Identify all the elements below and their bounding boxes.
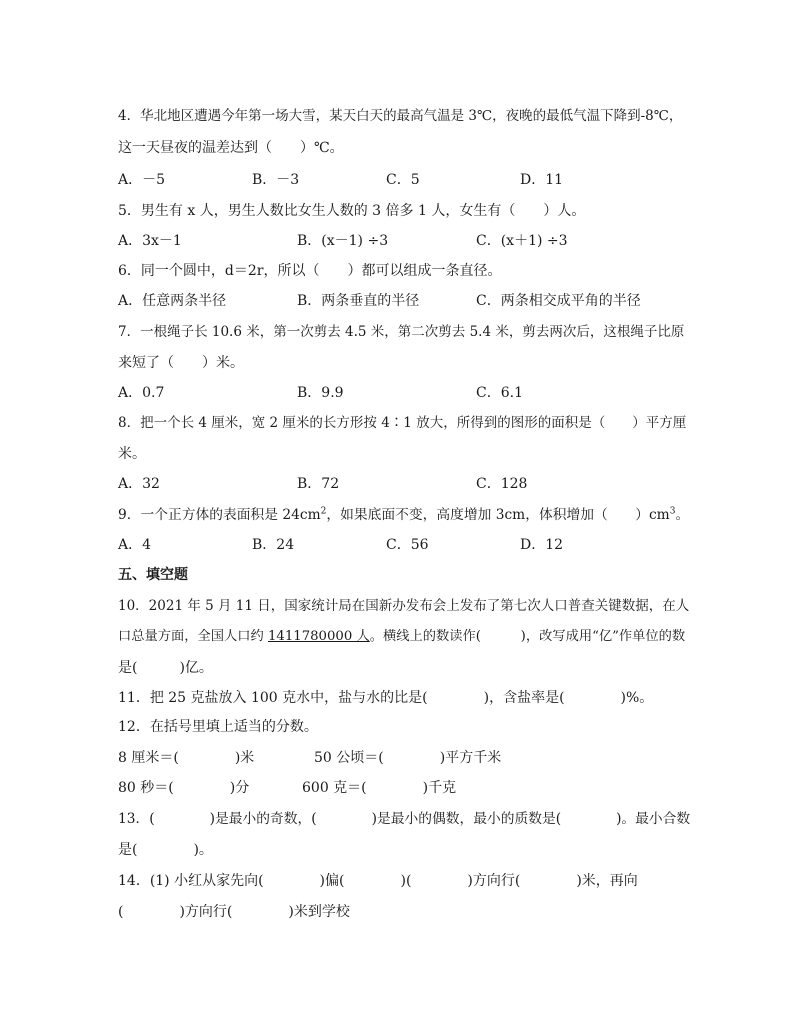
q5-option-c: C．(x＋1) ÷3 — [476, 233, 568, 249]
q11-text: 11．把 25 克盐放入 100 克水中，盐与水的比是( )，含盐率是( )%。 — [118, 690, 654, 706]
q9-part1: 9．一个正方体的表面积是 24cm — [118, 507, 321, 523]
q9-part3: 。 — [675, 507, 690, 523]
q14-line2: ( )方向行( )米到学校 — [118, 904, 350, 920]
q7-option-c: C．6.1 — [476, 385, 523, 401]
q5-option-a: A．3x－1 — [118, 233, 182, 249]
q14-line1: 14．(1) 小红从家先向( )偏( )( )方向行( )米，再向 — [118, 873, 638, 889]
q10-line1: 10．2021 年 5 月 11 日，国家统计局在国新办发布会上发布了第七次人口普查关键数据，在人 — [118, 598, 690, 614]
q7-option-b: B．9.9 — [297, 385, 344, 401]
q4-option-b: B．－3 — [252, 172, 300, 188]
q10-line2-post: 。横线上的数读作( )，改写成用“亿”作单位的数 — [369, 629, 686, 644]
q12-row1-item1: 8 厘米＝( )米 — [118, 750, 255, 766]
q12-row2-item1: 80 秒＝( )分 — [118, 780, 250, 796]
q7-line2: 来短了（ ）米。 — [118, 355, 244, 371]
q9-sup1: 2 — [320, 506, 327, 517]
q13-line2: 是( )。 — [118, 842, 213, 858]
q9-option-c: C．56 — [386, 537, 429, 553]
q9-option-b: B．24 — [252, 537, 295, 553]
q10-line2-pre: 口总量方面，全国人口约 — [118, 629, 268, 644]
q10-underlined-number: 1411780000 人 — [267, 629, 370, 644]
q6-option-a: A．任意两条半径 — [118, 293, 227, 309]
q4-line1: 4．华北地区遭遇今年第一场大雪，某天白天的最高气温是 3℃，夜晚的最低气温下降到-8℃， — [118, 108, 683, 124]
q4-line2: 这一天昼夜的温差达到（ ）℃。 — [118, 140, 344, 156]
q9-text — [118, 506, 689, 524]
q8-option-a: A．32 — [118, 476, 160, 492]
q6-option-c: C．两条相交成平角的半径 — [476, 293, 641, 309]
q6-option-b: B．两条垂直的半径 — [297, 293, 420, 309]
q5-text: 5．男生有 x 人，男生人数比女生人数的 3 倍多 1 人，女生有（ ）人。 — [118, 203, 586, 219]
section-heading-fill-blank: 五、填空题 — [118, 567, 188, 583]
q5-option-b: B．(x－1) ÷3 — [297, 233, 389, 249]
q8-option-b: B．72 — [297, 476, 340, 492]
q4-option-d: D．11 — [520, 172, 564, 188]
q7-line1: 7．一根绳子长 10.6 米，第一次剪去 4.5 米，第二次剪去 5.4 米，剪去两次后，这根绳子比原 — [118, 324, 685, 340]
q13-line1: 13．( )是最小的奇数，( )是最小的偶数，最小的质数是( )。最小合数 — [118, 811, 691, 827]
q9-part2: ，如果底面不变，高度增加 3cm，体积增加（ ）cm — [326, 507, 670, 523]
q8-option-c: C．128 — [476, 476, 528, 492]
q12-text: 12．在括号里填上适当的分数。 — [118, 719, 318, 735]
q10-line2 — [118, 628, 685, 646]
q8-line2: 米。 — [118, 446, 146, 462]
q12-row2-item2: 600 克＝( )千克 — [302, 780, 457, 796]
q6-text: 6．同一个圆中，d＝2r，所以（ ）都可以组成一条直径。 — [118, 263, 502, 279]
q9-option-a: A．4 — [118, 537, 152, 553]
q10-line3: 是( )亿。 — [118, 660, 213, 676]
q4-option-a: A．－5 — [118, 172, 166, 188]
q9-sup2: 3 — [669, 506, 676, 517]
q4-option-c: C．5 — [386, 172, 420, 188]
q8-line1: 8．把一个长 4 厘米，宽 2 厘米的长方形按 4∶1 放大，所得到的图形的面积是（ ）平方厘 — [118, 415, 687, 431]
q7-option-a: A．0.7 — [118, 385, 165, 401]
q9-option-d: D．12 — [520, 537, 564, 553]
q12-row1-item2: 50 公顷＝( )平方千米 — [314, 750, 502, 766]
